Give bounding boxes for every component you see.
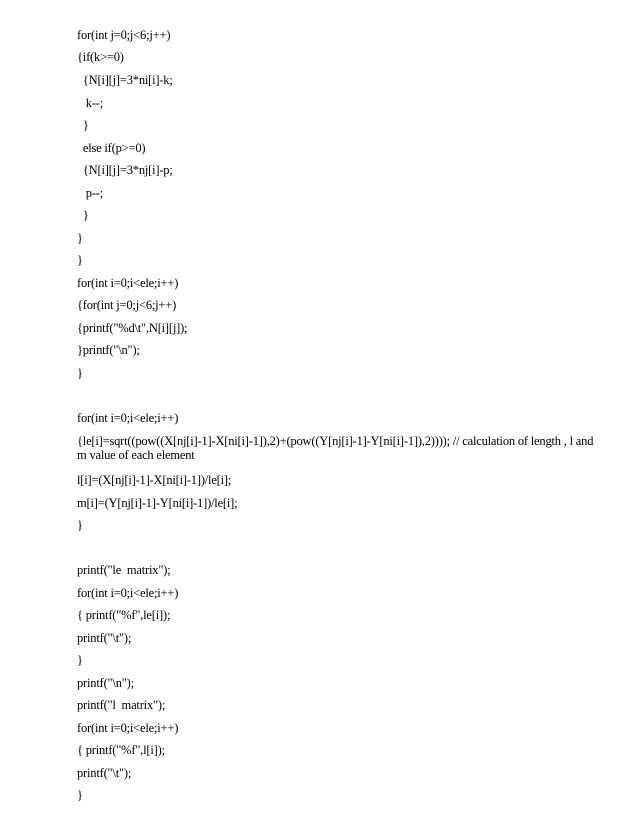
- code-line: {N[i][j]=3*nj[i]-p;: [77, 163, 173, 177]
- code-line-comment: {le[i]=sqrt((pow((X[nj[i]-1]-X[ni[i]-1]),2)+(pow((Y[nj[i]-1]-Y[ni[i]-1]),2)))); // calculation of length , l and m value of each element: [77, 434, 594, 462]
- code-line: }: [77, 208, 89, 222]
- code-line: }: [77, 366, 83, 380]
- code-line: for(int i=0;i<ele;i++): [77, 411, 179, 425]
- code-line: printf("\t");: [77, 631, 132, 645]
- code-line: }: [77, 788, 83, 802]
- code-line: }: [77, 253, 83, 267]
- code-line: }: [77, 518, 83, 532]
- code-line: }printf("\n");: [77, 343, 140, 357]
- code-line: for(int i=0;i<ele;i++): [77, 721, 179, 735]
- code-line: l[i]=(X[nj[i]-1]-X[ni[i]-1])/le[i];: [77, 473, 232, 487]
- code-line: printf("\n");: [77, 676, 134, 690]
- code-line: printf("\t");: [77, 766, 132, 780]
- code-line: { printf("%f",l[i]);: [77, 743, 165, 757]
- code-line: }: [77, 118, 89, 132]
- code-line: {for(int j=0;j<6;j++): [77, 298, 177, 312]
- code-line: else if(p>=0): [77, 141, 146, 155]
- code-line: {if(k>=0): [77, 50, 124, 64]
- code-line: k--;: [77, 96, 104, 110]
- code-line: for(int i=0;i<ele;i++): [77, 586, 179, 600]
- code-line: printf("l matrix");: [77, 698, 166, 712]
- code-line: for(int j=0;j<6;j++): [77, 28, 171, 42]
- code-line: for(int i=0;i<ele;i++): [77, 276, 179, 290]
- code-line: p--;: [77, 186, 104, 200]
- code-line: { printf("%f",le[i]);: [77, 608, 171, 622]
- code-line: {N[i][j]=3*ni[i]-k;: [77, 73, 173, 87]
- code-line: printf("le matrix");: [77, 563, 171, 577]
- code-line: {printf("%d\t",N[i][j]);: [77, 321, 188, 335]
- code-line: }: [77, 231, 83, 245]
- code-line: }: [77, 653, 83, 667]
- code-line: m[i]=(Y[nj[i]-1]-Y[ni[i]-1])/le[i];: [77, 496, 238, 510]
